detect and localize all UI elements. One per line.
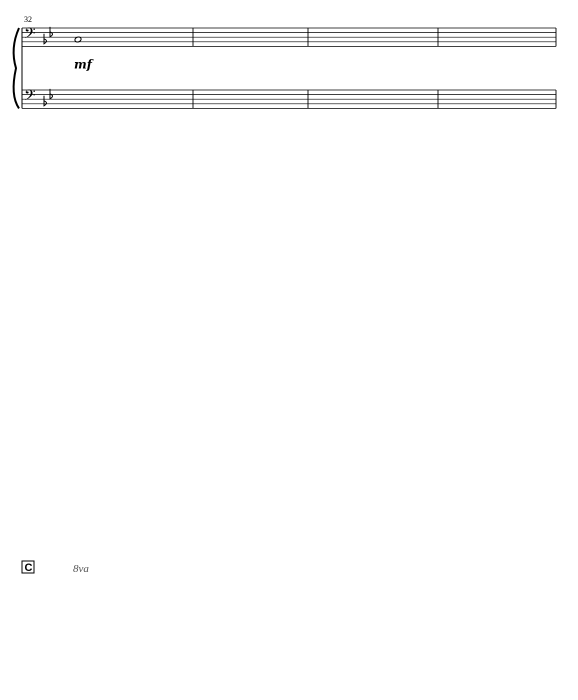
measure-number: 32 [24,15,32,24]
system-1 [14,15,556,108]
flat-sign [44,96,47,106]
bass-clef-icon: 𝄢 [24,25,36,46]
flat-sign [44,34,47,44]
dynamic-marking: mf [74,57,92,72]
flat-sign [50,89,53,99]
rehearsal-mark [22,561,34,574]
systems-group [14,15,556,108]
flat-key-signature-icon [44,27,53,44]
bass-staff [22,90,556,108]
treble-staff [22,28,556,46]
flat-key-signature-icon [44,89,53,106]
flat-sign [50,27,53,37]
octave-marking: 8va [73,563,89,575]
rehearsal-mark-label: C [24,562,33,574]
bass-clef-icon: 𝄢 [24,87,36,108]
system-brace-icon [14,28,19,108]
